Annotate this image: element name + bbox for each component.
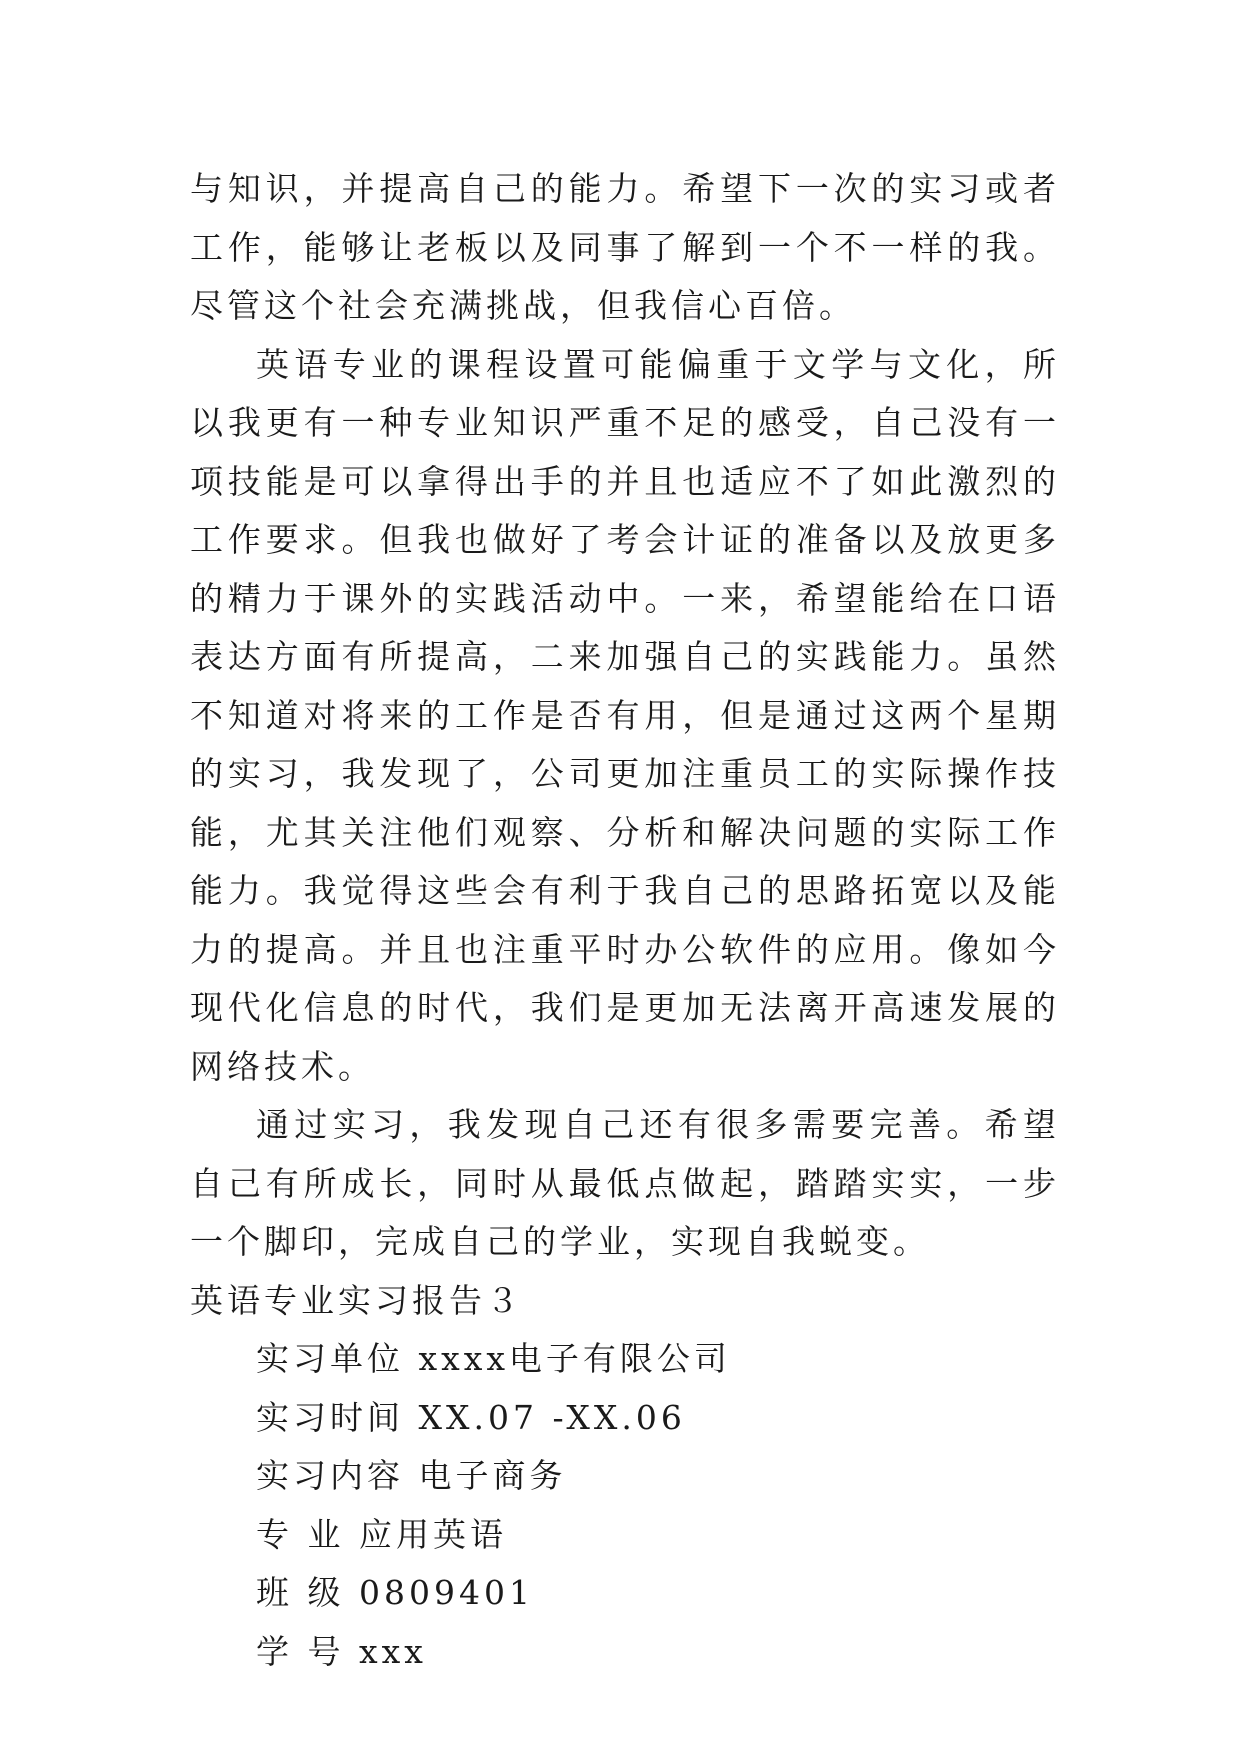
- info-class: 班 级 0809401: [256, 1573, 534, 1612]
- section-heading: 英语专业实习报告３: [190, 1280, 523, 1320]
- paragraph-curriculum: 英语专业的课程设置可能偏重于文学与文化，所以我更有一种专业知识严重不足的感受，自己没有一项技能是可以拿得出手的并且也适应不了如此激烈的工作要求。但我也做好了考会计证的准备以及放更多的精力于课外的实践活动中。一来，希望能给在口语表达方面有所提高，二来加强自己的实践能力。虽然不知道对将来的工作是否有用，但是通过这两个星期的实习，我发现了，公司更加注重员工的实际操作技能，尤其关注他们观察、分析和解决问题的实际工作能力。我觉得这些会有利于我自己的思路拓宽以及能力的提高。并且也注重平时办公软件的应用。像如今现代化信息的时代，我们是更加无法离开高速发展的网络技术。: [190, 344, 1060, 1086]
- document-body: [190, 160, 1060, 1681]
- info-internship-content: 实习内容 电子商务: [256, 1456, 567, 1495]
- paragraph-conclusion: 通过实习，我发现自己还有很多需要完善。希望自己有所成长，同时从最低点做起，踏踏实实，一步一个脚印，完成自己的学业，实现自我蜕变。: [190, 1105, 1060, 1261]
- info-internship-time: 实习时间 XX.07 -XX.06: [256, 1397, 686, 1437]
- info-student-id: 学 号 xxx: [256, 1631, 427, 1671]
- info-internship-unit: 实习单位 xxxx电子有限公司: [256, 1339, 731, 1378]
- info-major: 专 业 应用英语: [256, 1514, 507, 1554]
- paragraph-continuation: 与知识，并提高自己的能力。希望下一次的实习或者工作，能够让老板以及同事了解到一个不一样的我。尽管这个社会充满挑战，但我信心百倍。: [190, 169, 1060, 325]
